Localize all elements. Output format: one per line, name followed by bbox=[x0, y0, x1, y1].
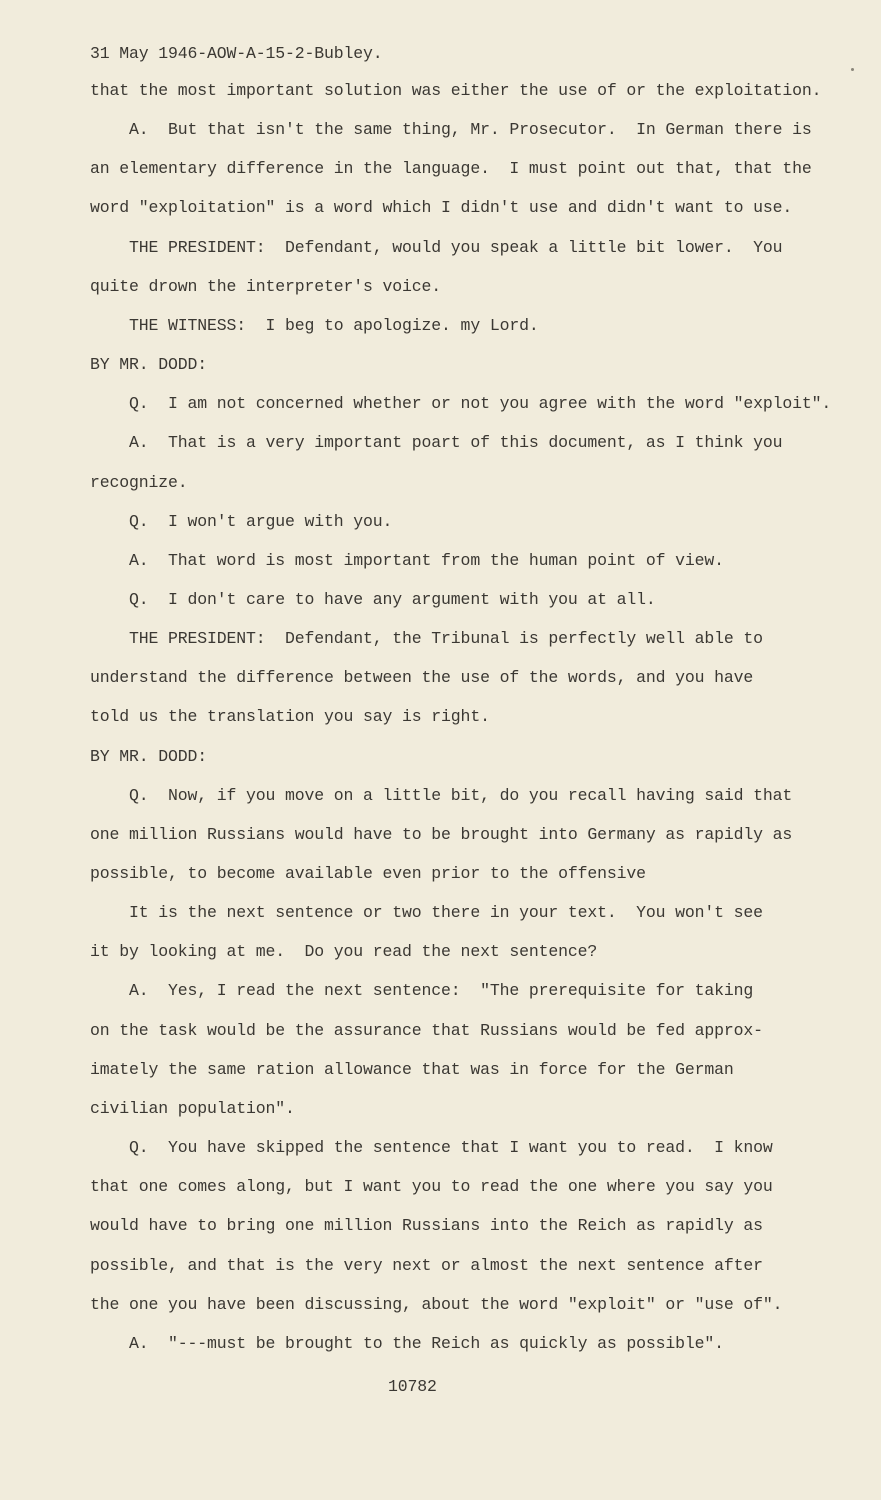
transcript-line: it by looking at me. Do you read the next sentence? bbox=[90, 942, 598, 962]
transcript-line: an elementary difference in the language. I must point out that, that the bbox=[90, 159, 812, 179]
transcript-line: that the most important solution was either the use of or the exploitation. bbox=[90, 81, 822, 100]
transcript-line: possible, to become available even prior to the offensive bbox=[90, 864, 646, 883]
transcript-line: on the task would be the assurance that Russians would be fed approx- bbox=[90, 1020, 763, 1040]
transcript-line: BY MR. DODD: bbox=[90, 355, 208, 375]
transcript-line: that one comes along, but I want you to read the one where you say you bbox=[90, 1177, 773, 1197]
transcript-line: It is the next sentence or two there in your text. You won't see bbox=[90, 903, 763, 923]
transcript-line: would have to bring one million Russians into the Reich as rapidly as bbox=[90, 1216, 763, 1236]
transcript-line: the one you have been discussing, about the word "exploit" or "use of". bbox=[90, 1294, 783, 1314]
transcript-line: imately the same ration allowance that was in force for the German bbox=[90, 1059, 734, 1079]
transcript-line: understand the difference between the use of the words, and you have bbox=[90, 668, 754, 688]
transcript-line: A. But that isn't the same thing, Mr. Prosecutor. In German there is bbox=[90, 120, 812, 140]
transcript-line: A. That is a very important poart of this document, as I think you bbox=[90, 433, 783, 453]
transcript-line: Q. I am not concerned whether or not you agree with the word "exploit". bbox=[90, 394, 832, 414]
transcript-line: Q. You have skipped the sentence that I want you to read. I know bbox=[90, 1138, 773, 1157]
page-header: 31 May 1946-AOW-A-15-2-Bubley. bbox=[90, 44, 383, 63]
transcript-line: A. That word is most important from the human point of view. bbox=[90, 550, 724, 570]
transcript-line: quite drown the interpreter's voice. bbox=[90, 276, 442, 296]
transcript-line: A. "---must be brought to the Reich as quickly as possible". bbox=[90, 1333, 724, 1353]
transcript-line: THE WITNESS: I beg to apologize. my Lord. bbox=[90, 315, 539, 335]
page-number: 10782 bbox=[388, 1377, 437, 1396]
transcript-line: Q. I won't argue with you. bbox=[90, 511, 393, 531]
transcript-line: recognize. bbox=[90, 472, 188, 492]
transcript-line: possible, and that is the very next or almost the next sentence after bbox=[90, 1255, 763, 1275]
transcript-line: civilian population". bbox=[90, 1098, 295, 1118]
transcript-line: BY MR. DODD: bbox=[90, 746, 208, 766]
transcript-line: told us the translation you say is right. bbox=[90, 707, 490, 727]
transcript-line: THE PRESIDENT: Defendant, the Tribunal is perfectly well able to bbox=[90, 629, 763, 649]
transcript-line: A. Yes, I read the next sentence: "The prerequisite for taking bbox=[90, 981, 754, 1001]
paper-speck bbox=[851, 68, 854, 71]
transcript-line: THE PRESIDENT: Defendant, would you speak a little bit lower. You bbox=[90, 237, 783, 257]
transcript-line: one million Russians would have to be brought into Germany as rapidly as bbox=[90, 824, 793, 844]
transcript-line: Q. Now, if you move on a little bit, do you recall having said that bbox=[90, 785, 793, 805]
transcript-line: word "exploitation" is a word which I didn't use and didn't want to use. bbox=[90, 198, 793, 218]
transcript-line: Q. I don't care to have any argument with you at all. bbox=[90, 590, 656, 609]
